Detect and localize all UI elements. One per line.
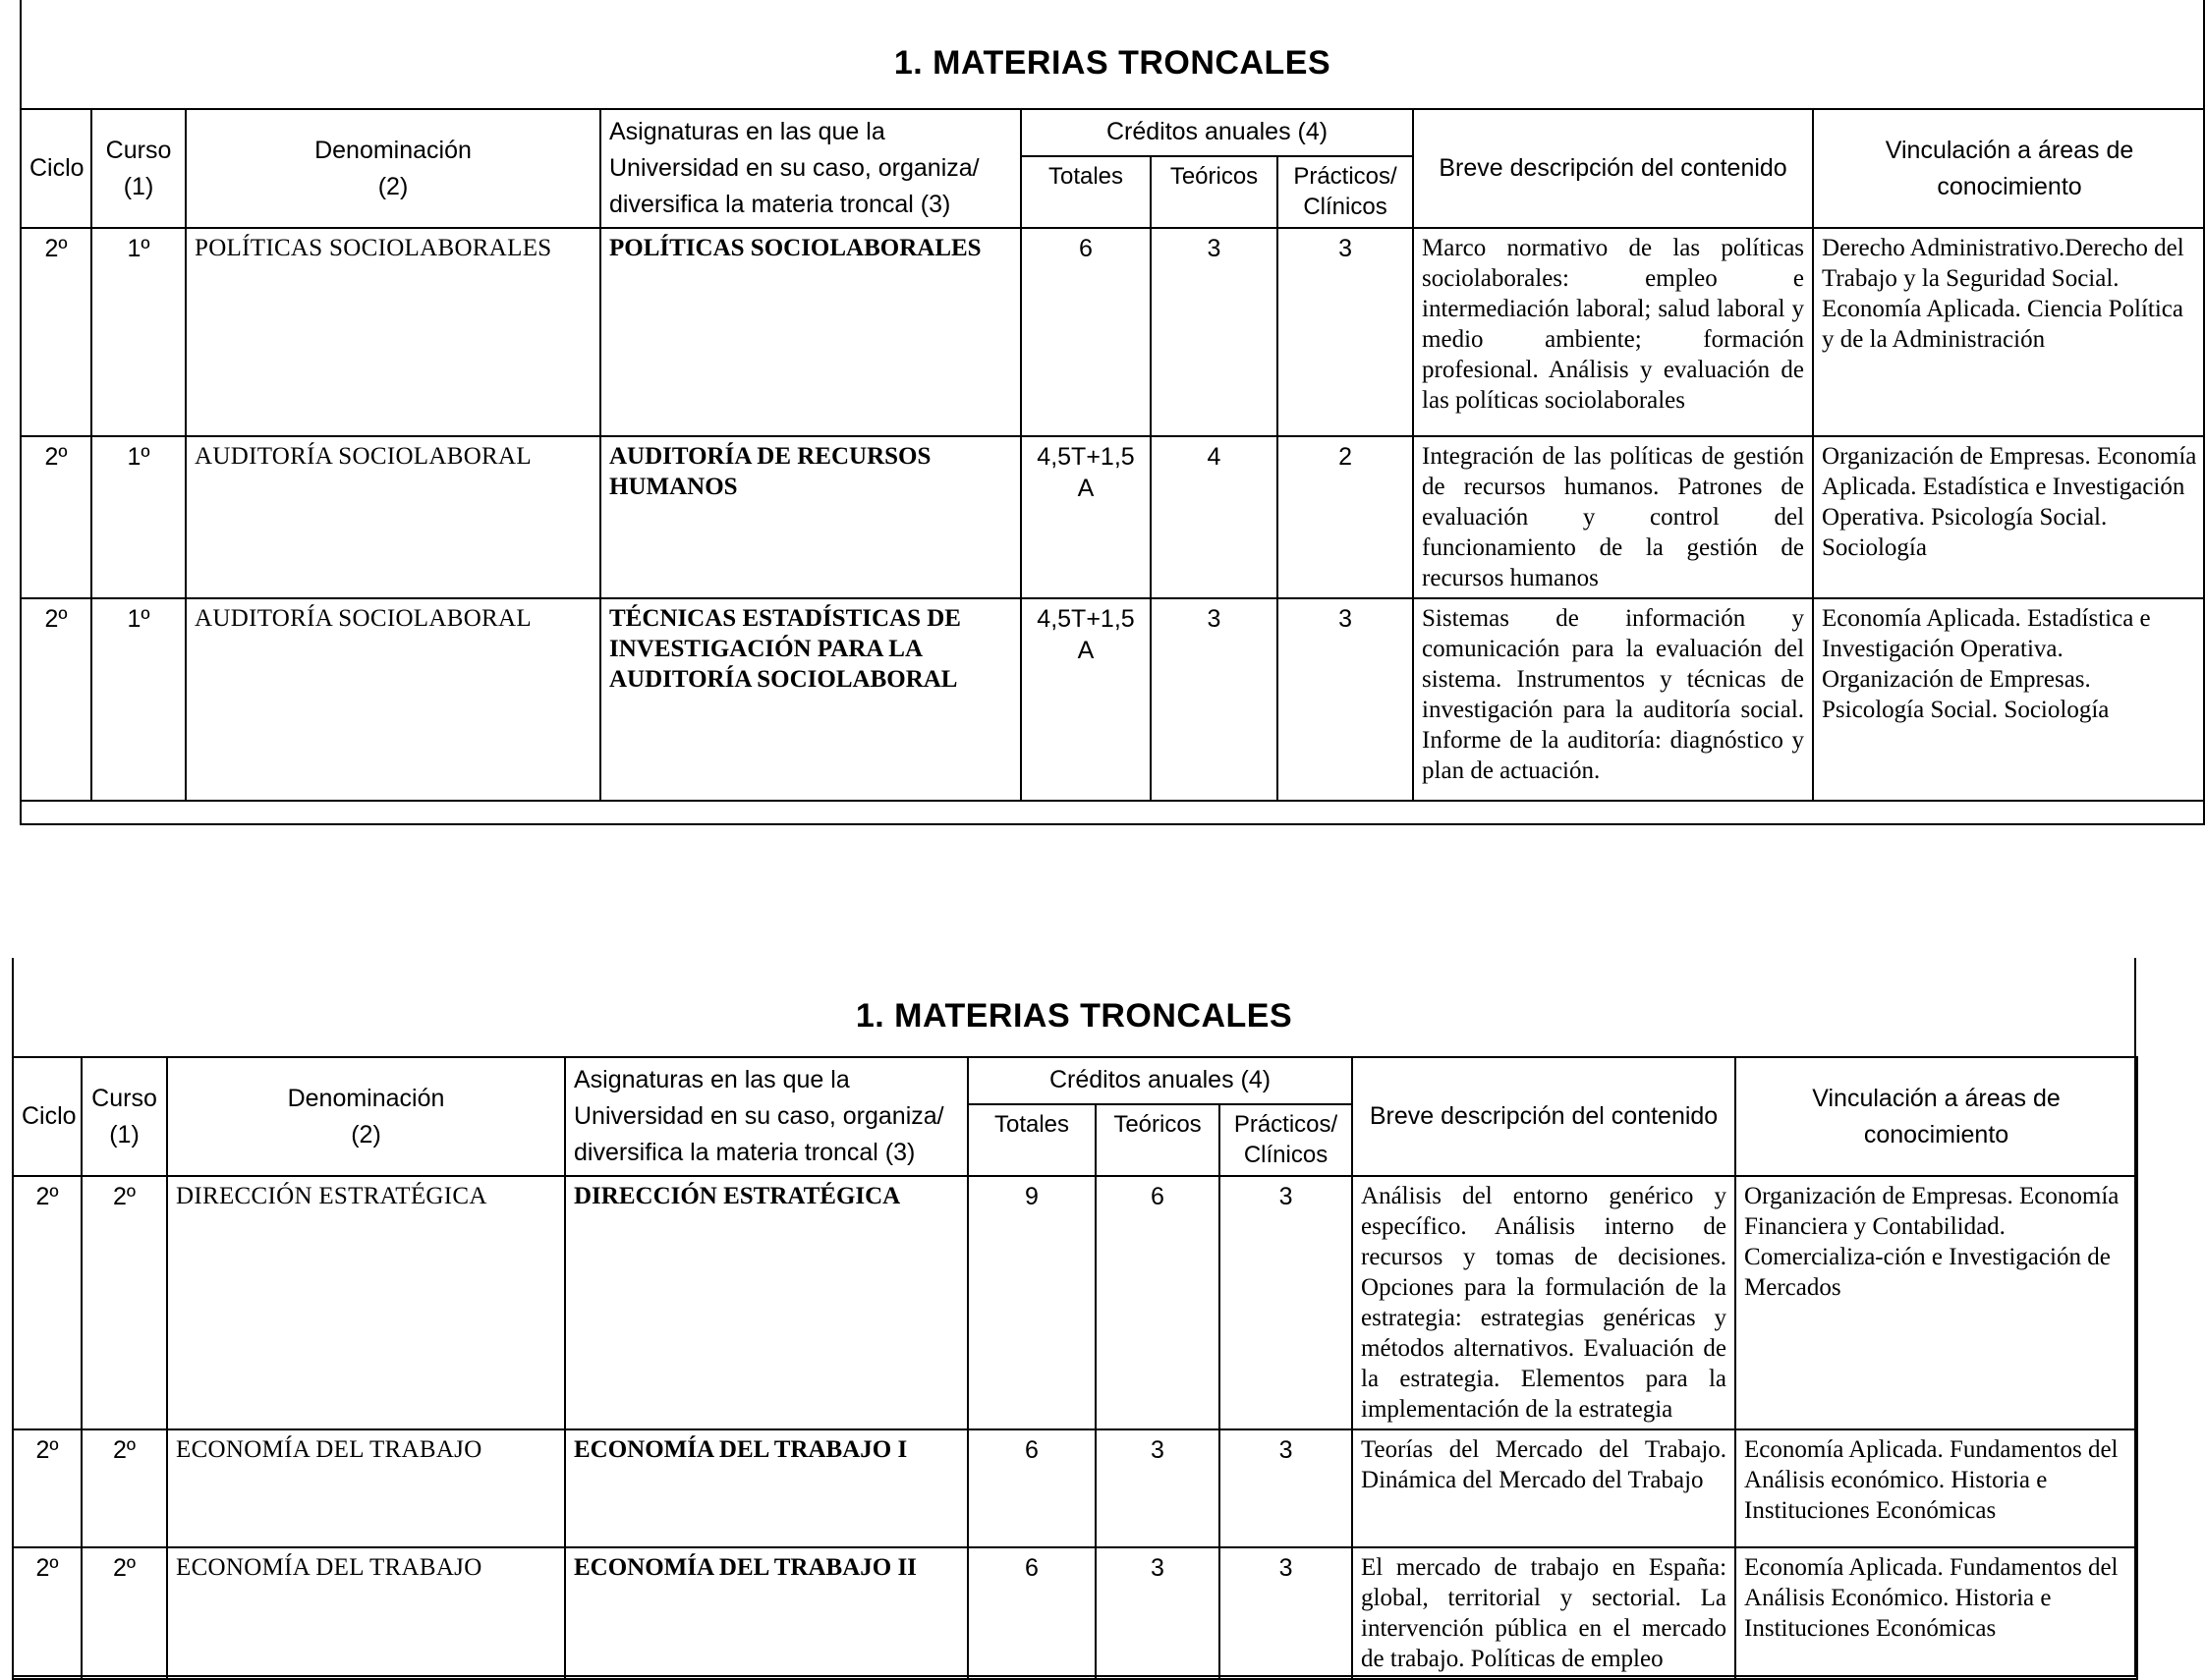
cell-descripcion: El mercado de trabajo en España: global, territorial y sectorial. La intervención pública en el mercado de trabajo. Políticas de empleo [1352,1547,1735,1679]
cell-curso: 2º [82,1176,167,1429]
header-curso: Curso (1) [91,109,186,228]
header-creditos: Créditos anuales (4) [968,1057,1352,1104]
materias-troncales-section-2 [12,958,2136,1677]
header-curso: Curso (1) [82,1057,167,1176]
cell-ciclo: 2º [21,436,91,598]
cell-denominacion: POLÍTICAS SOCIOLABORALES [186,228,600,436]
header-denominacion: Denominación (2) [186,109,600,228]
cell-teoricos: 3 [1151,228,1277,436]
cell-vinculacion: Organización de Empresas. Economía Aplicada. Estadística e Investigación Operativa. Psicología Social. Sociología [1813,436,2205,598]
table-row [21,598,2205,801]
cell-teoricos: 3 [1151,598,1277,801]
table-row [13,1547,2137,1679]
cell-practicos: 3 [1219,1547,1352,1679]
cell-vinculacion: Economía Aplicada. Estadística e Investigación Operativa. Organización de Empresas. Psicología Social. Sociología [1813,598,2205,801]
cell-descripcion: Teorías del Mercado del Trabajo. Dinámica del Mercado del Trabajo [1352,1429,1735,1547]
header-vinculacion: Vinculación a áreas de conocimiento [1735,1057,2137,1176]
cell-teoricos: 6 [1096,1176,1219,1429]
table-row [21,228,2205,436]
header-teoricos: Teóricos [1096,1104,1219,1176]
header-descripcion: Breve descripción del contenido [1352,1057,1735,1176]
cell-asignatura: POLÍTICAS SOCIOLABORALES [600,228,1021,436]
header-practicos: Prácticos/ Clínicos [1219,1104,1352,1176]
cell-vinculacion: Economía Aplicada. Fundamentos del Análisis Económico. Historia e Instituciones Económicas [1735,1547,2137,1679]
cell-teoricos: 3 [1096,1429,1219,1547]
cell-asignatura: ECONOMÍA DEL TRABAJO I [565,1429,968,1547]
cell-denominacion: ECONOMÍA DEL TRABAJO [167,1547,565,1679]
section-title: 1. MATERIAS TRONCALES [893,44,1331,82]
header-descripcion: Breve descripción del contenido [1413,109,1813,228]
table-row [21,436,2205,598]
cell-ciclo: 2º [13,1547,82,1679]
header-vinculacion: Vinculación a áreas de conocimiento [1813,109,2205,228]
cell-vinculacion: Derecho Administrativo.Derecho del Trabajo y la Seguridad Social. Economía Aplicada. Ciencia Política y de la Administración [1813,228,2205,436]
cell-denominacion: DIRECCIÓN ESTRATÉGICA [167,1176,565,1429]
cell-ciclo: 2º [21,228,91,436]
cell-ciclo: 2º [13,1176,82,1429]
cell-ciclo: 2º [13,1429,82,1547]
materias-table [12,1056,2138,1680]
table-row [13,1176,2137,1429]
cell-practicos: 3 [1219,1429,1352,1547]
header-practicos: Prácticos/ Clínicos [1277,156,1413,228]
cell-denominacion: ECONOMÍA DEL TRABAJO [167,1429,565,1547]
section-title: 1. MATERIAS TRONCALES [855,997,1293,1035]
cell-teoricos: 3 [1096,1547,1219,1679]
header-asignaturas: Asignaturas en las que la Universidad en su caso, organiza/ diversifica la materia troncal (3) [565,1057,968,1176]
header-totales: Totales [1021,156,1151,228]
cell-curso: 2º [82,1547,167,1679]
cell-practicos: 3 [1277,598,1413,801]
cell-ciclo: 2º [21,598,91,801]
cell-practicos: 2 [1277,436,1413,598]
header-row [21,109,2205,156]
cell-descripcion: Integración de las políticas de gestión de recursos humanos. Patrones de evaluación y control del funcionamiento de la gestión de recursos humanos [1413,436,1813,598]
cell-totales: 4,5T+1,5 A [1021,436,1151,598]
table-row [13,1429,2137,1547]
cell-curso: 2º [82,1429,167,1547]
cell-vinculacion: Organización de Empresas. Economía Financiera y Contabilidad. Comercializa-ción e Investigación de Mercados [1735,1176,2137,1429]
materias-troncales-section-1 [20,0,2205,825]
header-ciclo: Ciclo [13,1057,82,1176]
cell-totales: 6 [1021,228,1151,436]
cell-descripcion: Análisis del entorno genérico y específico. Análisis interno de recursos y tomas de decisiones. Opciones para la formulación de la estrategia: estrategias genéricas y métodos alternativos. Evaluación de la estrategia. Elementos para la implementación de la estrategia [1352,1176,1735,1429]
cell-asignatura: AUDITORÍA DE RECURSOS HUMANOS [600,436,1021,598]
cell-totales: 6 [968,1429,1096,1547]
header-creditos: Créditos anuales (4) [1021,109,1413,156]
cell-totales: 6 [968,1547,1096,1679]
cell-descripcion: Sistemas de información y comunicación para la evaluación del sistema. Instrumentos y técnicas de investigación para la auditoría social. Informe de la auditoría: diagnóstico y plan de actuación. [1413,598,1813,801]
cell-totales: 4,5T+1,5 A [1021,598,1151,801]
header-teoricos: Teóricos [1151,156,1277,228]
cell-vinculacion: Economía Aplicada. Fundamentos del Análisis económico. Historia e Instituciones Económicas [1735,1429,2137,1547]
header-row [13,1057,2137,1104]
cell-asignatura: ECONOMÍA DEL TRABAJO II [565,1547,968,1679]
header-totales: Totales [968,1104,1096,1176]
cell-teoricos: 4 [1151,436,1277,598]
header-denominacion: Denominación (2) [167,1057,565,1176]
cell-descripcion: Marco normativo de las políticas sociolaborales: empleo e intermediación laboral; salud laboral y medio ambiente; formación profesional. Análisis y evaluación de las políticas sociolaborales [1413,228,1813,436]
header-asignaturas: Asignaturas en las que la Universidad en su caso, organiza/ diversifica la materia troncal (3) [600,109,1021,228]
cell-curso: 1º [91,598,186,801]
cell-totales: 9 [968,1176,1096,1429]
cell-curso: 1º [91,228,186,436]
cell-asignatura: TÉCNICAS ESTADÍSTICAS DE INVESTIGACIÓN PARA LA AUDITORÍA SOCIOLABORAL [600,598,1021,801]
cell-denominacion: AUDITORÍA SOCIOLABORAL [186,436,600,598]
cell-asignatura: DIRECCIÓN ESTRATÉGICA [565,1176,968,1429]
cell-practicos: 3 [1277,228,1413,436]
materias-table [20,108,2205,802]
header-ciclo: Ciclo [21,109,91,228]
cell-denominacion: AUDITORÍA SOCIOLABORAL [186,598,600,801]
cell-curso: 1º [91,436,186,598]
cell-practicos: 3 [1219,1176,1352,1429]
